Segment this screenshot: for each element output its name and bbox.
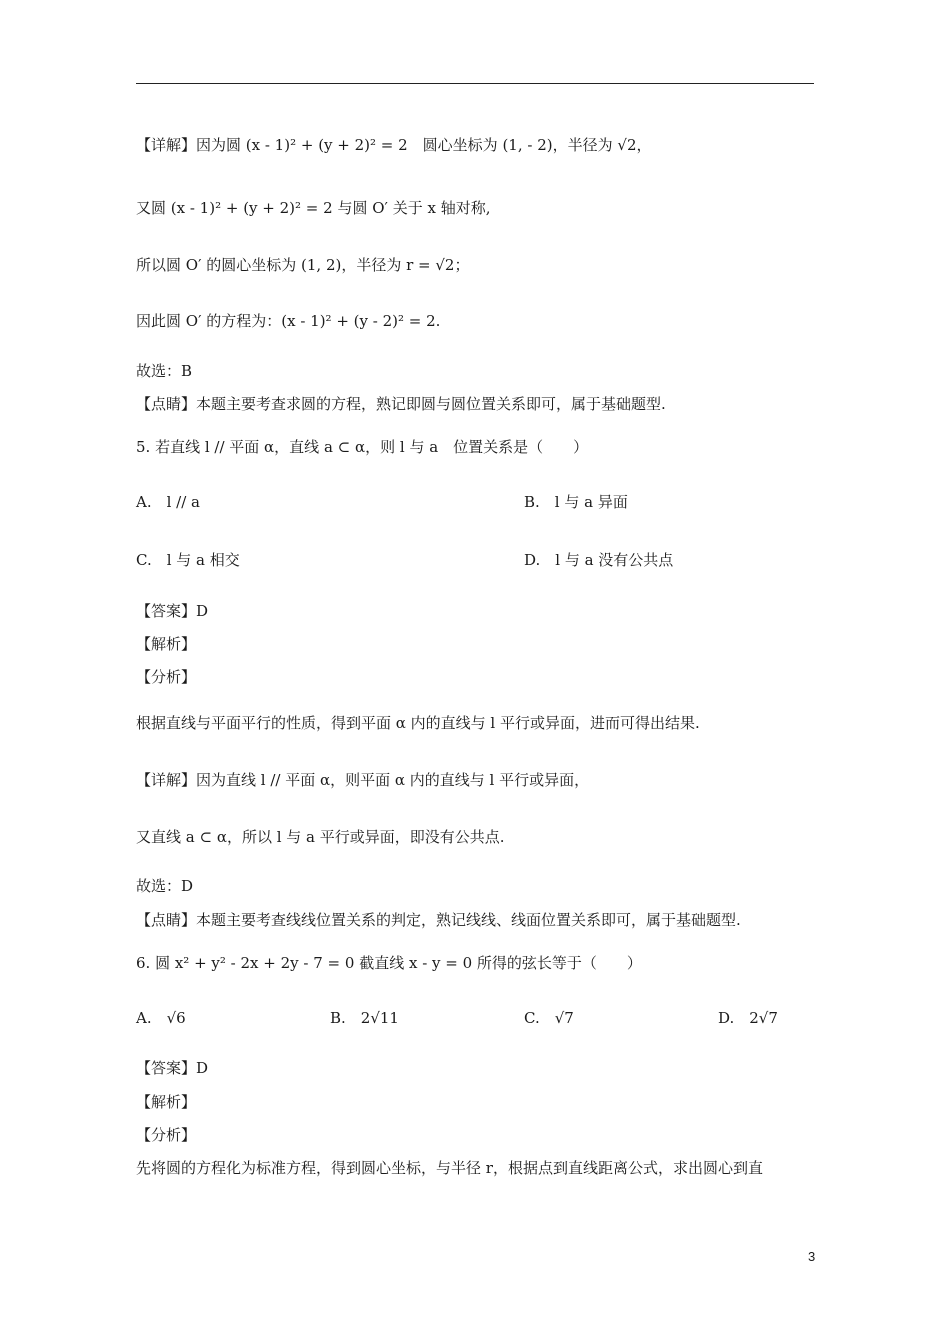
text-line: 因此圆 O′ 的方程为：(x - 1)² + (y - 2)² = 2. — [136, 312, 441, 330]
text-line: 【分析】 — [136, 668, 197, 686]
text-line: 【详解】因为圆 (x - 1)² + (y + 2)² = 2 圆心坐标为 (1, - 2)，半径为 √2， — [136, 136, 652, 154]
text-line: 【解析】 — [136, 635, 197, 653]
header-rule — [136, 83, 814, 84]
q5-option-b: B. l 与 a 异面 — [524, 493, 628, 511]
text-line: 【点睛】本题主要考查求圆的方程，熟记即圆与圆位置关系即可，属于基础题型. — [136, 395, 666, 413]
q5-option-a: A. l // a — [136, 493, 200, 511]
text-line: 所以圆 O′ 的圆心坐标为 (1, 2)，半径为 r = √2； — [136, 256, 470, 274]
text-line: 【答案】D — [136, 602, 209, 620]
text-line: 【答案】D — [136, 1059, 209, 1077]
text-line: 【详解】因为直线 l // 平面 α，则平面 α 内的直线与 l 平行或异面， — [136, 771, 590, 789]
q6-option-a: A. √6 — [136, 1009, 186, 1027]
text-line: 【解析】 — [136, 1093, 197, 1111]
q6-option-b: B. 2√11 — [330, 1009, 399, 1027]
question-5: 5. 若直线 l // 平面 α，直线 a ⊂ α，则 l 与 a 位置关系是（ ） — [136, 438, 589, 456]
q6-option-d: D. 2√7 — [718, 1009, 778, 1027]
text-line: 【点睛】本题主要考查线线位置关系的判定，熟记线线、线面位置关系即可，属于基础题型. — [136, 911, 741, 929]
text-line: 根据直线与平面平行的性质，得到平面 α 内的直线与 l 平行或异面，进而可得出结果. — [136, 714, 700, 732]
text-line: 故选：D — [136, 877, 194, 895]
q5-option-c: C. l 与 a 相交 — [136, 551, 240, 569]
text-line: 先将圆的方程化为标准方程，得到圆心坐标，与半径 r，根据点到直线距离公式，求出圆心到直 — [136, 1159, 763, 1177]
text-line: 又直线 a ⊂ α，所以 l 与 a 平行或异面，即没有公共点. — [136, 828, 505, 846]
question-6: 6. 圆 x² + y² - 2x + 2y - 7 = 0 截直线 x - y = 0 所得的弦长等于（ ） — [136, 954, 642, 972]
text-line: 又圆 (x - 1)² + (y + 2)² = 2 与圆 O′ 关于 x 轴对称, — [136, 199, 491, 217]
page-number: 3 — [808, 1249, 816, 1264]
q6-option-c: C. √7 — [524, 1009, 574, 1027]
q5-option-d: D. l 与 a 没有公共点 — [524, 551, 674, 569]
text-line: 【分析】 — [136, 1126, 197, 1144]
text-line: 故选：B — [136, 362, 193, 380]
